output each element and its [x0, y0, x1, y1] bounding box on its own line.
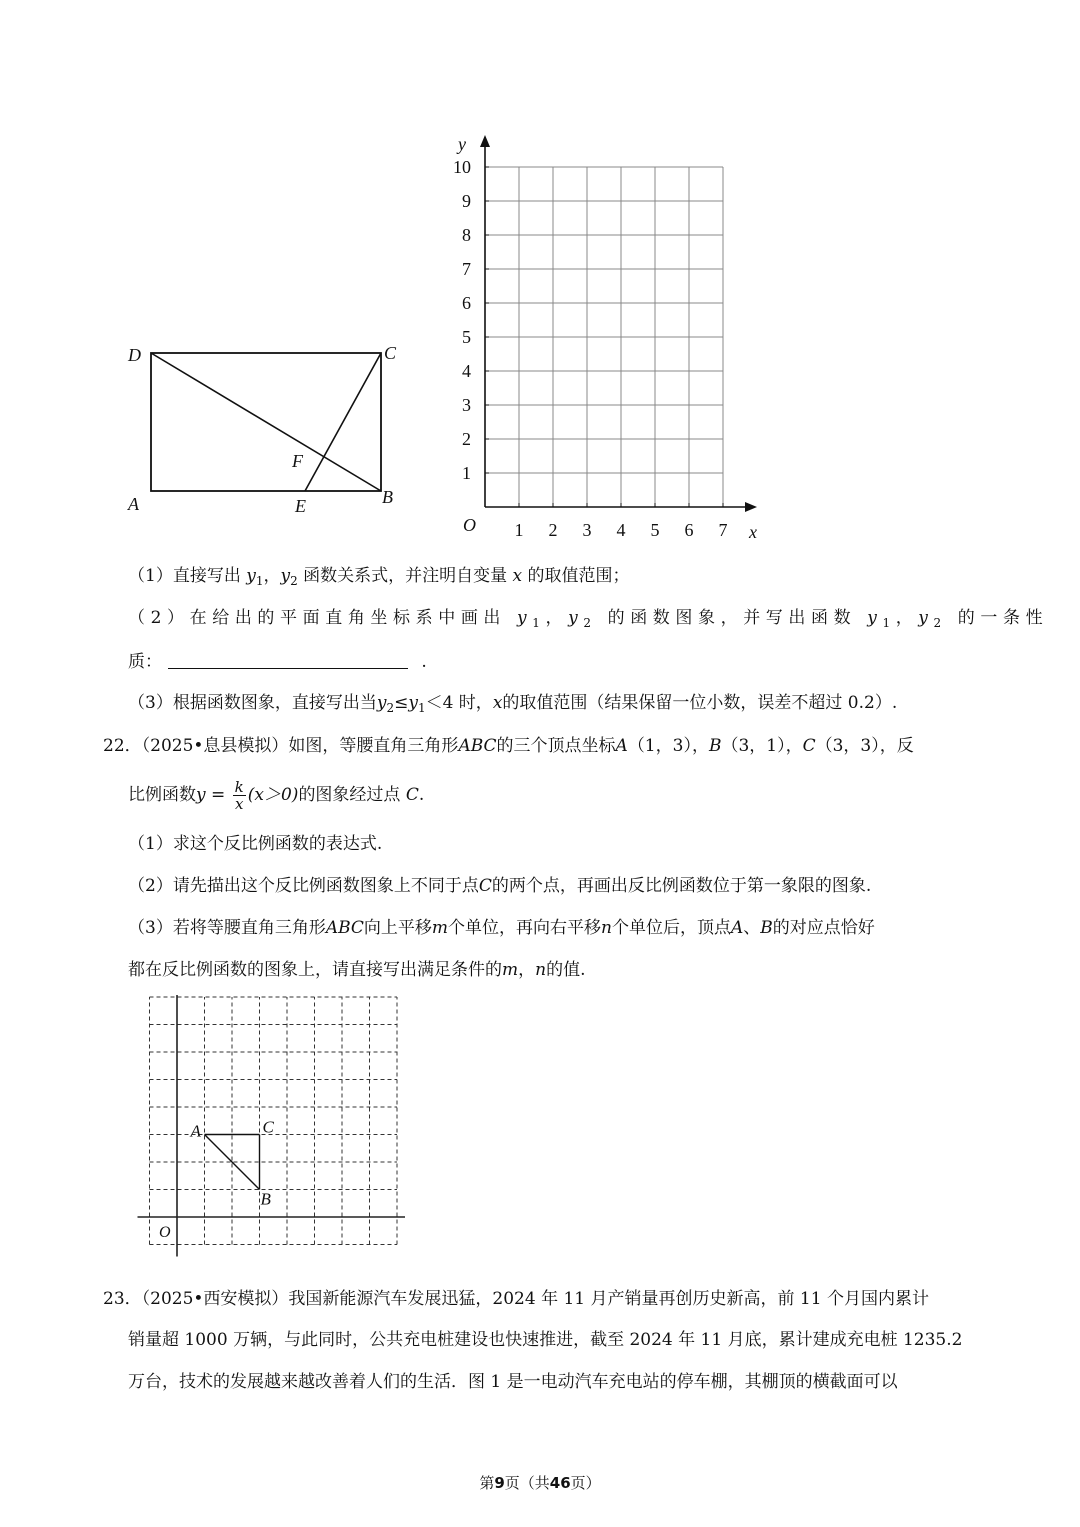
- y-tick-label: 5: [462, 327, 471, 347]
- point-label-c: C: [262, 1117, 274, 1137]
- x-axis-label: x: [749, 522, 757, 542]
- point-label-b: B: [260, 1189, 271, 1209]
- x-tick-label: 4: [616, 520, 626, 540]
- q22-part3-line1: （3）若将等腰直角三角形ABC向上平移m个单位，再向右平移n个单位后，顶点A、B的对应点恰好: [128, 918, 875, 938]
- x-axis-arrow: [745, 502, 757, 512]
- q22-part1: （1）求这个反比例函数的表达式.: [128, 834, 383, 854]
- x-tick-label: 2: [548, 520, 558, 540]
- y-axis-arrow: [480, 135, 490, 147]
- label-b: B: [382, 487, 393, 507]
- q22-part2: （2）请先描出这个反比例函数图象上不同于点C的两个点，再画出反比例函数位于第一象限的图象.: [128, 876, 872, 896]
- q21-part1: （1）直接写出 $y_1$，$y_2$ 函数关系式，并注明自变量 x 的取值范围；: [128, 566, 630, 588]
- q21-part2-line2: 质： .: [128, 652, 427, 672]
- y-tick-label: 9: [462, 191, 471, 211]
- segment-db: [151, 353, 381, 491]
- q23-line2: 销量超 1000 万辆，与此同时，公共充电桩建设也快速推进，截至 2024 年 11 月底，累计建成充电桩 1235.2: [128, 1330, 963, 1350]
- figure-rectangle: [120, 335, 410, 525]
- point-label-a: A: [190, 1121, 201, 1141]
- y-tick-label: 4: [462, 361, 471, 381]
- q21-part2-line1: （2）在给出的平面直角坐标系中画出 $y_1$，$y_2$ 的函数图象，并写出函数 $y_1$，$y_2$ 的一条性: [128, 608, 1049, 630]
- y-tick-label: 3: [462, 395, 471, 415]
- answer-blank[interactable]: [168, 652, 408, 669]
- label-f: F: [292, 451, 303, 471]
- coordinate-grid-2: [125, 995, 405, 1265]
- coordinate-grid-1: [440, 135, 770, 550]
- page-footer: 第9页（共46页）: [479, 1474, 601, 1492]
- page-total: 46: [549, 1474, 571, 1492]
- y-tick-label: 6: [462, 293, 471, 313]
- x-tick-label: 5: [650, 520, 660, 540]
- y-tick-label: 1: [462, 463, 471, 483]
- origin-label: O: [463, 515, 476, 535]
- q23-line1: 23．（2025•西安模拟）我国新能源汽车发展迅猛，2024 年 11 月产销量再创历史新高，前 11 个月国内累计: [103, 1289, 929, 1309]
- q21-part3: （3）根据函数图象，直接写出当$y_2\le y_1<4$ 时，x的取值范围（结果保留一位小数，误差不超过 0.2）.: [128, 693, 898, 715]
- y-tick-label: 8: [462, 225, 471, 245]
- label-c: C: [384, 343, 397, 363]
- label-d: D: [128, 345, 141, 365]
- fraction-k-over-x: $\frac{k}{x}$: [234, 778, 244, 813]
- label-a: A: [128, 494, 139, 514]
- y-axis-label: y: [458, 135, 466, 154]
- page-number: 9: [494, 1474, 505, 1492]
- segment-ec: [305, 353, 381, 491]
- x-tick-label: 7: [718, 520, 728, 540]
- q22-part3-line2: 都在反比例函数的图象上，请直接写出满足条件的m，n的值.: [128, 960, 586, 980]
- y-tick-label: 10: [453, 157, 471, 177]
- q23-line3: 万台，技术的发展越来越改善着人们的生活．图 1 是一电动汽车充电站的停车棚，其棚顶的横截面可以: [128, 1372, 898, 1392]
- label-e: E: [295, 496, 306, 516]
- y-tick-label: 7: [462, 259, 471, 279]
- x-tick-label: 3: [582, 520, 592, 540]
- q22-line1: 22．（2025•息县模拟）如图，等腰直角三角形ABC的三个顶点坐标A（1，3），B（3，1），C（3，3），反: [103, 736, 914, 756]
- q22-line2: 比例函数y = $\frac{k}{x}$ (x＞0)的图象经过点 C.: [128, 778, 425, 813]
- origin-label: O: [159, 1224, 171, 1241]
- y-tick-label: 2: [462, 429, 471, 449]
- x-tick-label: 1: [514, 520, 524, 540]
- x-tick-label: 6: [684, 520, 694, 540]
